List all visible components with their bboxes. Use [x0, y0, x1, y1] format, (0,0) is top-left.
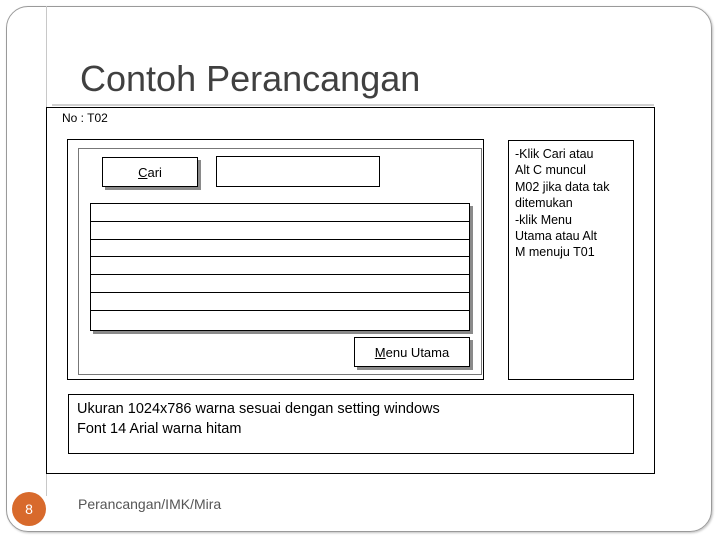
table-row[interactable] [91, 222, 469, 240]
note-line: M02 jika data tak [515, 179, 610, 194]
spec-line: Ukuran 1024x786 warna sesuai dengan setting windows [77, 401, 440, 417]
spec-line: Font 14 Arial warna hitam [77, 421, 242, 437]
search-input[interactable] [216, 156, 380, 187]
navigation-notes [508, 140, 634, 380]
page-number-badge: 8 [12, 492, 46, 526]
table-row[interactable] [91, 293, 469, 311]
table-row[interactable] [91, 275, 469, 293]
note-line: M menuju T01 [515, 245, 595, 260]
note-line: -Klik Cari atau [515, 147, 594, 161]
menu-button-hotkey: M [374, 344, 386, 360]
cari-button-hotkey: C [138, 164, 148, 180]
footer-text: Perancangan/IMK/Mira [78, 496, 222, 512]
menu-button-label: enu Utama [385, 344, 450, 360]
note-line: -klik Menu [515, 212, 572, 227]
table-row[interactable] [91, 257, 469, 275]
cari-button[interactable] [102, 157, 198, 187]
note-line: ditemukan [515, 196, 573, 211]
slide-title: Contoh Perancangan [80, 58, 421, 99]
spec-notes [68, 394, 634, 454]
screen-id-label: No : T02 [62, 111, 108, 125]
title-underline [52, 104, 654, 106]
table-row[interactable] [91, 311, 469, 329]
result-table [90, 203, 470, 331]
table-row[interactable] [91, 204, 469, 222]
note-line: Utama atau Alt [515, 229, 597, 244]
table-row[interactable] [91, 240, 469, 258]
note-line: Alt C muncul [515, 163, 586, 178]
menu-utama-button[interactable] [354, 337, 470, 367]
cari-button-label: ari [147, 164, 162, 180]
